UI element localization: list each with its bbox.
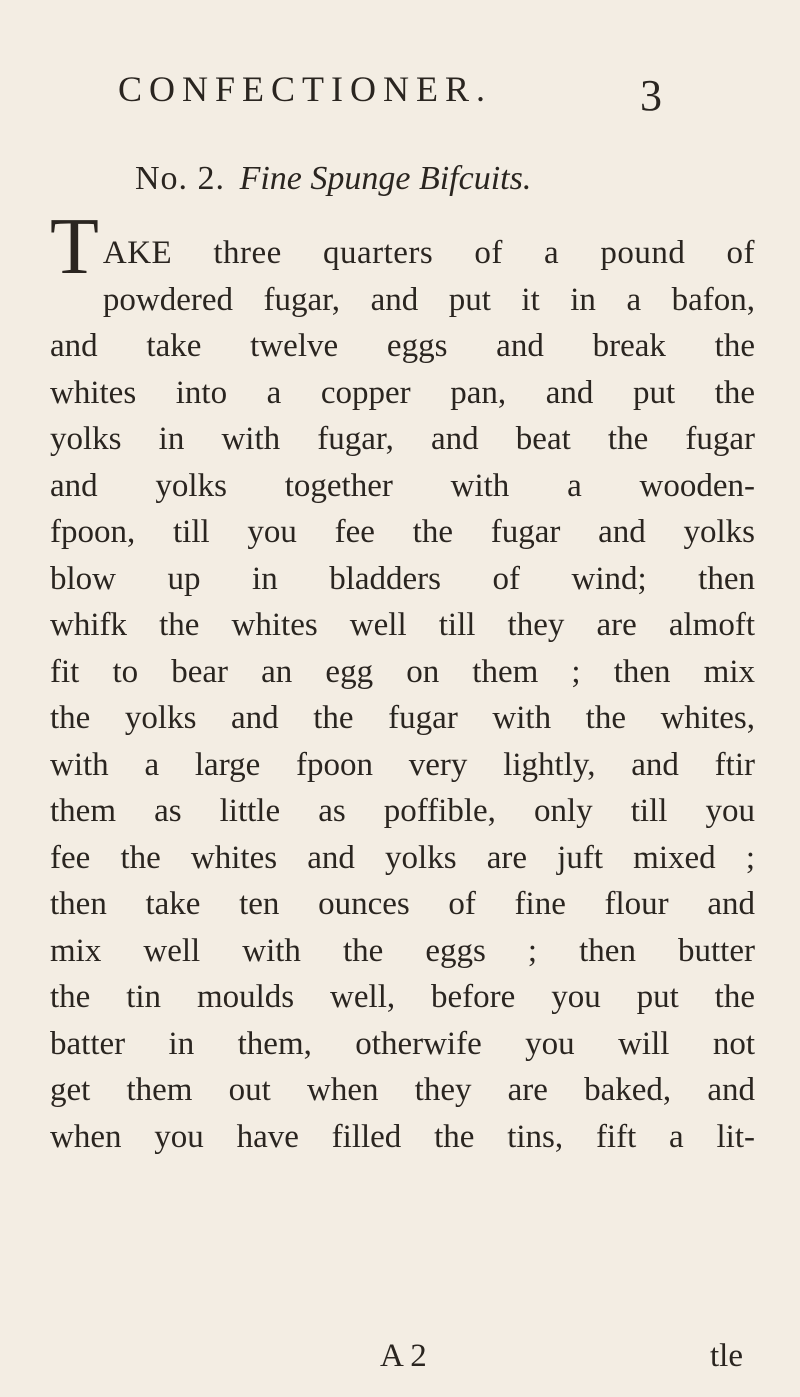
body-line: get them out when they are baked, and <box>50 1072 755 1108</box>
body-line: whifk the whites well till they are almoft <box>50 607 755 643</box>
body-line: them as little as poffible, only till you <box>50 793 755 829</box>
body-line: powdered fugar, and put it in a bafon, <box>102 281 755 318</box>
recipe-number: No. 2. <box>135 160 226 197</box>
body-line: the tin moulds well, before you put the <box>50 979 755 1015</box>
body-line: yolks in with fugar, and beat the fugar <box>50 421 755 457</box>
body-line: batter in them, otherwife you will not <box>50 1025 755 1062</box>
catchword: tle <box>710 1338 743 1374</box>
body-line: and yolks together with a wooden- <box>50 467 755 504</box>
body-line: and take twelve eggs and break the <box>50 328 755 364</box>
body-line-1 <box>50 203 755 291</box>
recipe-title: Fine Spunge Bifcuits. <box>239 160 532 197</box>
body-line: blow up in bladders of wind; then <box>50 560 755 597</box>
recipe-body <box>50 203 755 1160</box>
page-number: 3 <box>640 71 662 120</box>
recipe-heading <box>135 160 531 198</box>
body-line: mix well with the eggs ; then butter <box>50 932 755 969</box>
page-footer <box>0 1338 800 1388</box>
signature-mark: A 2 <box>380 1338 427 1374</box>
running-head: CONFECTIONER. <box>118 69 493 109</box>
body-line: fpoon, till you fee the fugar and yolks <box>50 514 755 550</box>
body-line: whites into a copper pan, and put the <box>50 374 755 411</box>
body-line: fee the whites and yolks are juft mixed ; <box>50 839 755 876</box>
body-line: then take ten ounces of fine flour and <box>50 886 755 922</box>
body-line: fit to bear an egg on them ; then mix <box>50 653 755 690</box>
body-line: with a large fpoon very lightly, and ftir <box>50 746 755 783</box>
body-line: the yolks and the fugar with the whites, <box>50 700 755 736</box>
body-line-1-text: AKE three quarters of a pound of <box>102 235 755 271</box>
drop-cap: T <box>50 203 99 291</box>
body-line: when you have filled the tins, fift a lit- <box>50 1118 755 1155</box>
